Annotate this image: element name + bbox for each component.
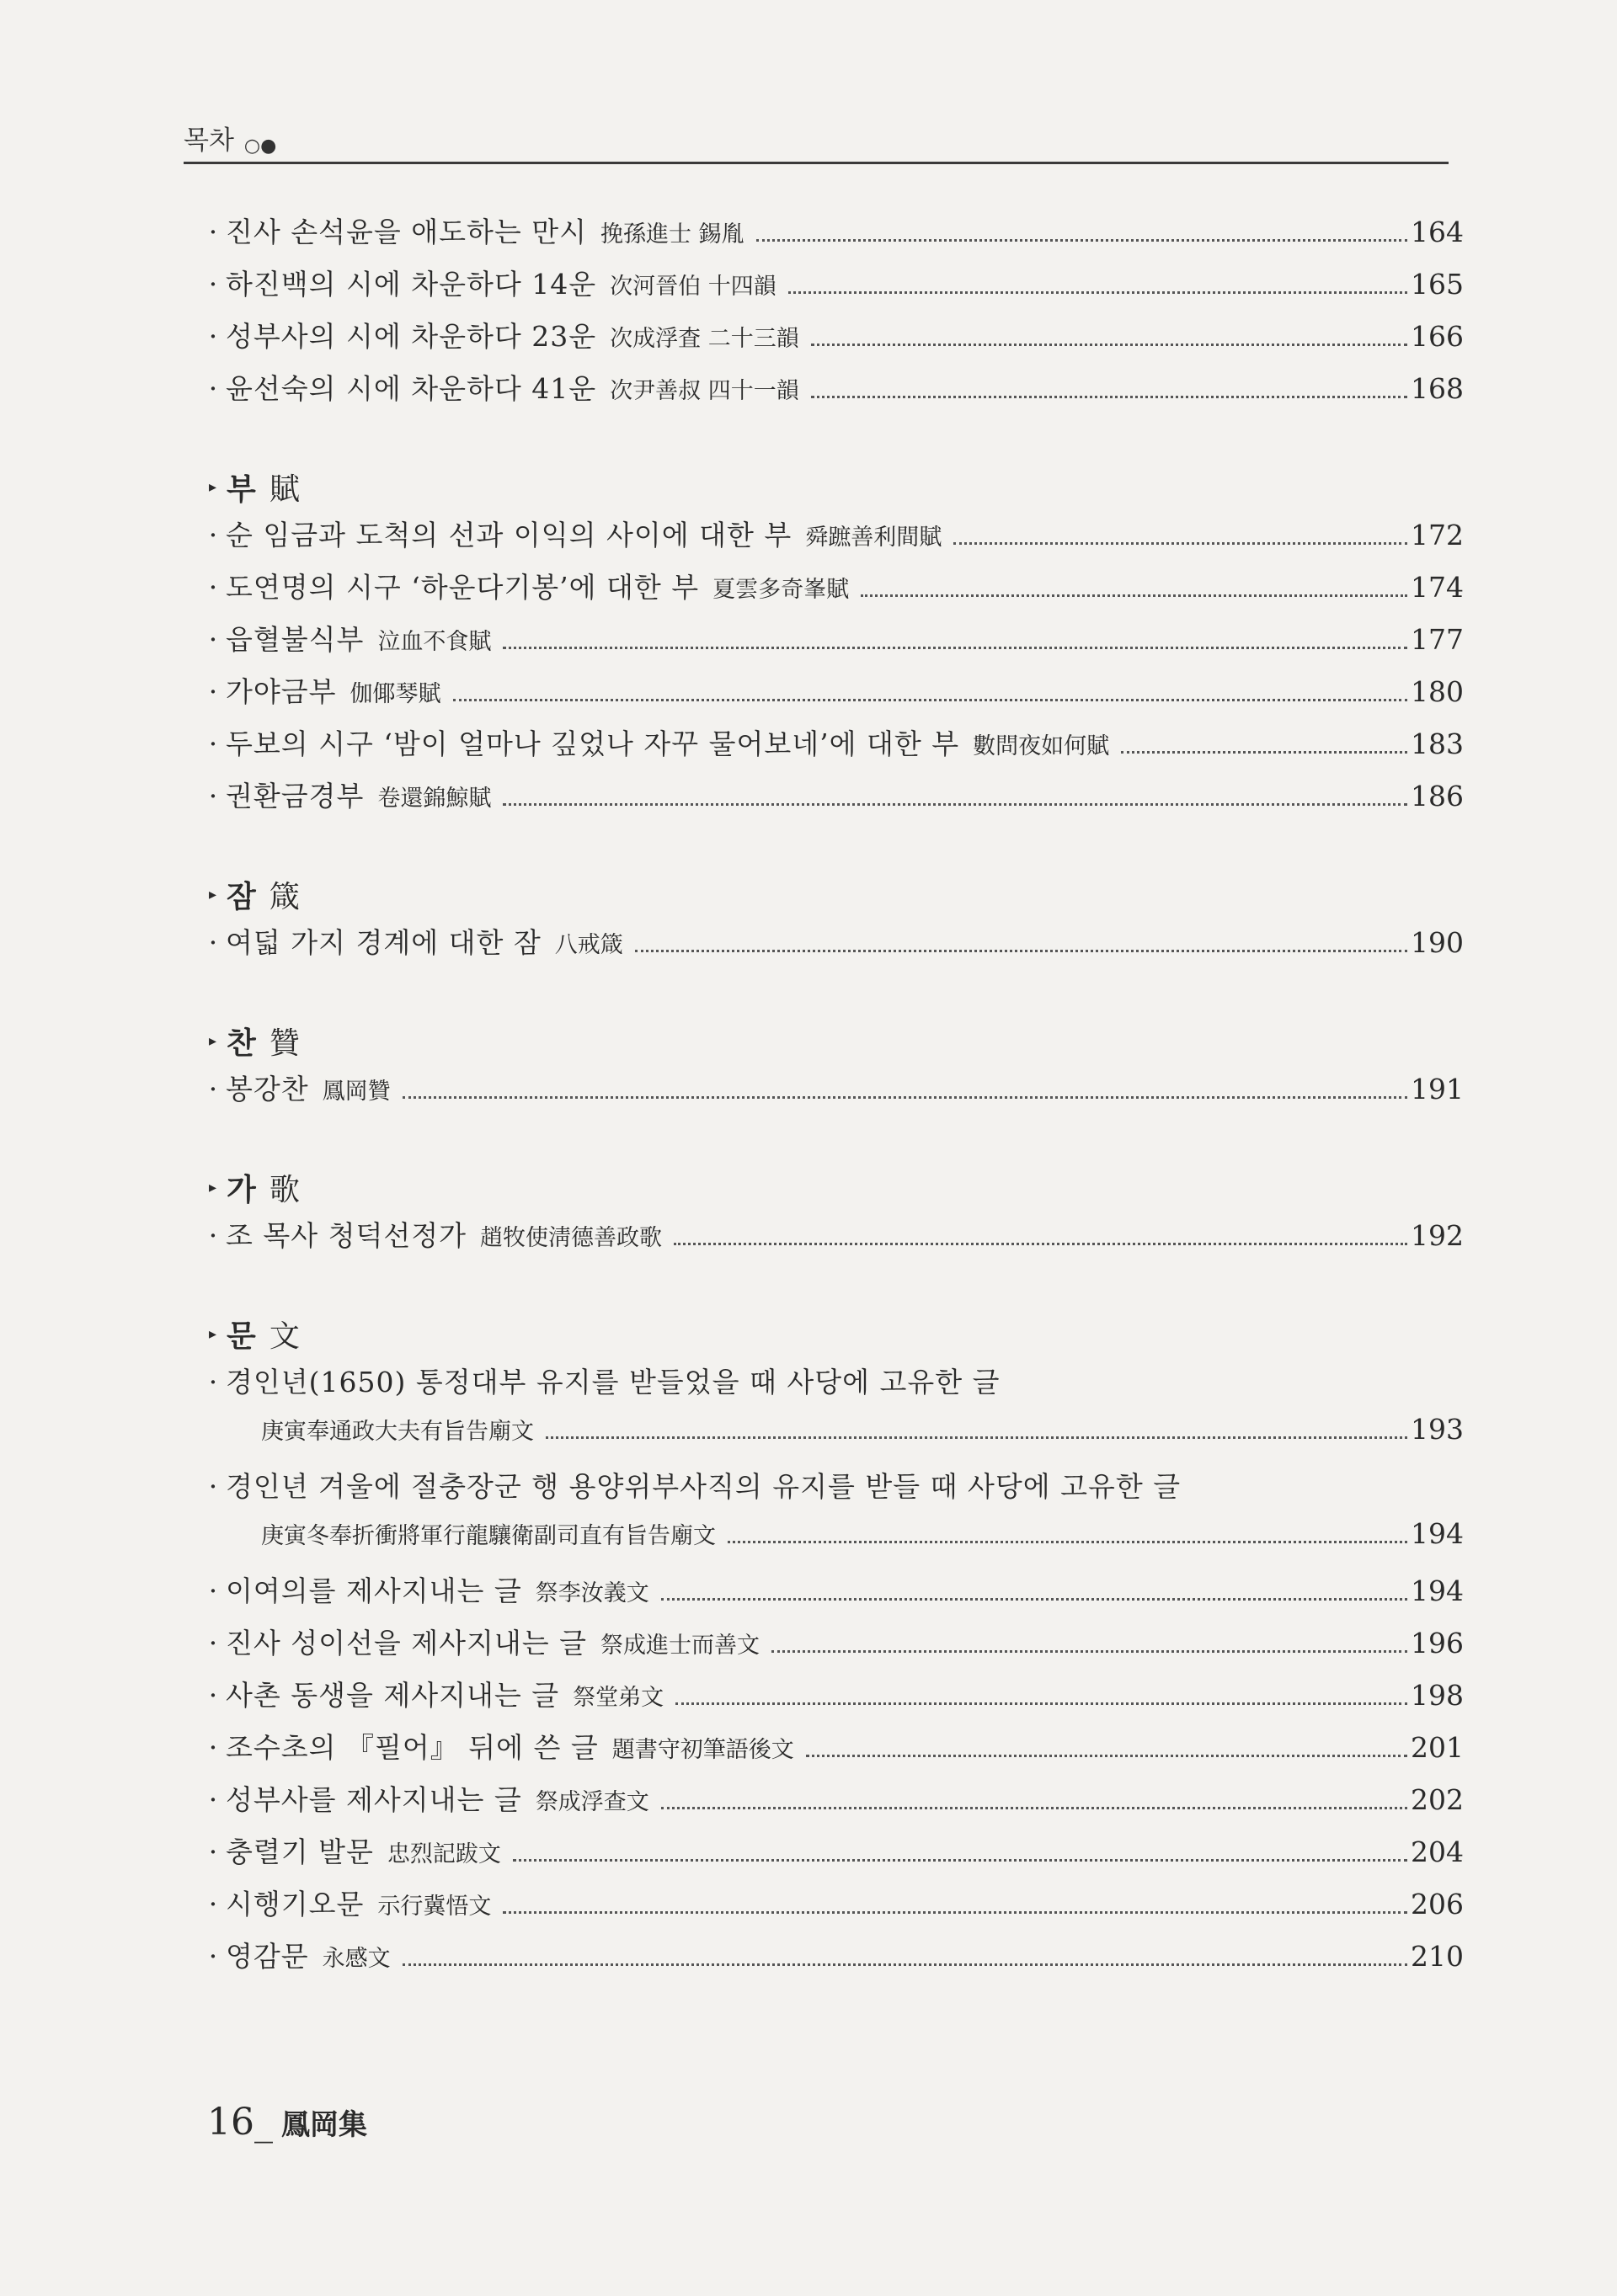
toc-entry[interactable] [200,1935,1464,1987]
entry-page: 165 [1411,268,1464,301]
toc-entry[interactable] [200,566,1464,618]
toc-entry[interactable] [200,367,1464,419]
page-number: 16_ [207,2101,273,2144]
entry-hanja: 忠烈記跋文 [387,1841,501,1867]
bullet-icon: · [208,320,218,353]
section-heading [200,1014,1464,1068]
dot-leader [403,1096,1407,1099]
entry-hanja: 鳳岡贊 [322,1079,391,1105]
entry-title: 권환금경부 [226,780,365,812]
toc-entry[interactable] [200,670,1464,722]
section-hanja: 賦 [269,471,300,507]
entry-page: 174 [1411,571,1464,604]
toc-entry[interactable] [200,722,1464,775]
entry-hanja: 次尹善叔 四十一韻 [610,378,799,404]
entry-hanja: 題書守初筆語後文 [611,1737,794,1763]
toc-entry[interactable] [200,1214,1464,1266]
toc-entry[interactable] [200,315,1464,367]
entry-title: 경인년 겨울에 절충장군 행 용양위부사직의 유지를 받들 때 사당에 고유한 글 [226,1470,1182,1503]
section-heading [200,460,1464,514]
dot-leader [403,1963,1407,1966]
entry-hanja: 夏雲多奇峯賦 [712,577,850,603]
entry-title: 진사 성이선을 제사지내는 글 [226,1627,588,1659]
entry-hanja: 卷還錦鯨賦 [377,786,492,812]
arrow-icon: ▸ [209,1031,217,1050]
bullet-icon: · [208,519,218,551]
entry-hanja: 挽孫進士 錫胤 [600,221,744,248]
bullet-icon: · [208,1219,218,1252]
bullet-icon: · [208,1679,218,1712]
entry-title: 경인년(1650) 통정대부 유지를 받들었을 때 사당에 고유한 글 [226,1366,1001,1398]
section-hanja: 贊 [269,1025,300,1061]
entry-page: 177 [1411,623,1464,656]
dot-leader [503,803,1407,806]
toc-entry[interactable] [200,1465,1464,1517]
page-header [184,125,1449,164]
entry-page: 201 [1411,1731,1464,1764]
section-title: 부 [227,471,256,507]
entry-hanja: 庚寅冬奉折衝將軍行龍驤衛副司直有旨告廟文 [261,1523,716,1549]
bullet-icon: · [208,1627,218,1659]
entry-page: 191 [1411,1073,1464,1105]
arrow-icon: ▸ [209,477,217,496]
bullet-icon: · [208,1835,218,1868]
entry-title: 성부사의 시에 차운하다 23운 [226,320,597,353]
toc-entry[interactable] [200,210,1464,263]
section-heading [200,867,1464,921]
header-marks: ○● [243,136,277,157]
toc-entry[interactable] [200,514,1464,566]
dot-leader [806,1755,1407,1757]
bullet-icon: · [208,623,218,656]
entry-page: 194 [1411,1574,1464,1607]
dot-leader [675,1702,1407,1705]
dot-leader [756,239,1407,242]
entry-page: 202 [1411,1783,1464,1816]
toc-entry[interactable] [200,1883,1464,1935]
toc-entry[interactable] [200,1778,1464,1830]
entry-page: 172 [1411,519,1464,551]
entry-page: 192 [1411,1219,1464,1252]
entry-hanja: 趙牧使淸德善政歌 [480,1225,663,1251]
dot-leader [788,291,1407,294]
entry-hanja: 舜蹠善利間賦 [805,525,942,551]
entry-title: 진사 손석윤을 애도하는 만시 [226,216,588,248]
section-heading [200,1307,1464,1361]
section-title: 가 [227,1172,256,1207]
bullet-icon: · [208,1940,218,1973]
table-of-contents [200,210,1464,1987]
arrow-icon: ▸ [209,1178,217,1196]
dot-leader [503,1911,1407,1914]
section-title: 잠 [227,879,256,914]
dot-leader [503,647,1407,649]
entry-hanja: 庚寅奉通政大夫有旨告廟文 [261,1419,534,1445]
entry-page: 193 [1411,1413,1464,1446]
section-hanja: 箴 [269,879,300,914]
entry-page: 168 [1411,372,1464,405]
entry-hanja: 示行冀悟文 [377,1894,492,1920]
entry-page: 198 [1411,1679,1464,1712]
bullet-icon: · [208,571,218,604]
dot-leader [811,396,1407,398]
entry-page: 166 [1411,320,1464,353]
entry-page: 180 [1411,675,1464,708]
dot-leader [546,1436,1407,1439]
entry-title: 충렬기 발문 [226,1835,374,1868]
entry-title: 이여의를 제사지내는 글 [226,1574,522,1607]
entry-page: 194 [1411,1517,1464,1550]
toc-entry[interactable] [200,1068,1464,1120]
entry-page: 186 [1411,780,1464,812]
bullet-icon: · [208,372,218,405]
dot-leader [635,950,1407,952]
section-title: 찬 [227,1025,256,1061]
bullet-icon: · [208,268,218,301]
dot-leader [661,1807,1407,1809]
section-hanja: 文 [269,1318,300,1354]
dot-leader [771,1650,1407,1653]
bullet-icon: · [208,1470,218,1503]
entry-title: 가야금부 [226,675,337,708]
entry-page: 196 [1411,1627,1464,1659]
entry-page: 204 [1411,1835,1464,1868]
entry-title: 윤선숙의 시에 차운하다 41운 [226,372,597,405]
toc-entry[interactable] [200,618,1464,670]
page-footer [207,2101,367,2144]
dot-leader [953,542,1407,545]
entry-title: 조 목사 청덕선정가 [226,1219,467,1252]
entry-page: 183 [1411,727,1464,760]
bullet-icon: · [208,1366,218,1398]
toc-entry[interactable] [200,1726,1464,1778]
section-heading [200,1160,1464,1214]
entry-title: 두보의 시구 ‘밤이 얼마나 깊었나 자꾸 물어보네’에 대한 부 [226,727,960,760]
book-title: 鳳岡集 [281,2108,367,2142]
entry-title: 도연명의 시구 ‘하운다기봉’에 대한 부 [226,571,700,604]
toc-entry[interactable] [200,263,1464,315]
entry-hanja: 祭李汝義文 [535,1580,649,1606]
toc-entry[interactable] [200,921,1464,973]
entry-title: 봉강찬 [226,1073,309,1105]
bullet-icon: · [208,1888,218,1920]
bullet-icon: · [208,1731,218,1764]
bullet-icon: · [208,1783,218,1816]
dot-leader [661,1598,1407,1601]
entry-page: 210 [1411,1940,1464,1973]
bullet-icon: · [208,675,218,708]
entry-page: 206 [1411,1888,1464,1920]
entry-title: 순 임금과 도척의 선과 이익의 사이에 대한 부 [226,519,792,551]
dot-leader [513,1859,1407,1862]
toc-entry[interactable] [200,1361,1464,1413]
header-title: 목차 [184,125,234,156]
entry-hanja: 次成浮査 二十三韻 [610,326,799,352]
dot-leader [728,1541,1407,1543]
arrow-icon: ▸ [209,885,217,903]
toc-entry[interactable] [200,1569,1464,1622]
entry-hanja: 伽倻琴賦 [350,681,441,707]
entry-hanja: 祭成浮查文 [535,1789,649,1815]
entry-title: 성부사를 제사지내는 글 [226,1783,522,1816]
toc-entry[interactable] [200,1622,1464,1674]
entry-title: 여덟 가지 경계에 대한 잠 [226,926,542,959]
toc-entry[interactable] [200,1830,1464,1883]
entry-hanja: 永感文 [322,1946,391,1972]
bullet-icon: · [208,1574,218,1607]
entry-hanja: 數問夜如何賦 [973,733,1110,759]
entry-hanja: 泣血不食賦 [377,629,492,655]
arrow-icon: ▸ [209,1324,217,1343]
entry-title: 읍혈불식부 [226,623,365,656]
bullet-icon: · [208,926,218,959]
toc-entry-continuation[interactable] [200,1413,1464,1465]
entry-hanja: 祭堂弟文 [573,1685,664,1711]
entry-title: 사촌 동생을 제사지내는 글 [226,1679,560,1712]
dot-leader [861,594,1407,597]
dot-leader [674,1243,1407,1245]
section-title: 문 [227,1318,256,1354]
entry-page: 164 [1411,216,1464,248]
section-hanja: 歌 [269,1172,300,1207]
dot-leader [811,344,1407,346]
entry-title: 하진백의 시에 차운하다 14운 [226,268,597,301]
entry-title: 영감문 [226,1940,309,1973]
entry-title: 시행기오문 [226,1888,365,1920]
entry-page: 190 [1411,926,1464,959]
bullet-icon: · [208,727,218,760]
entry-hanja: 次河晉伯 十四韻 [610,274,776,300]
bullet-icon: · [208,780,218,812]
entry-title: 조수초의 『필어』 뒤에 쓴 글 [226,1731,599,1764]
entry-hanja: 祭成進士而善文 [600,1633,760,1659]
toc-entry[interactable] [200,775,1464,827]
bullet-icon: · [208,216,218,248]
toc-entry-continuation[interactable] [200,1517,1464,1569]
entry-hanja: 八戒箴 [554,932,623,958]
dot-leader [1121,751,1407,754]
bullet-icon: · [208,1073,218,1105]
dot-leader [453,699,1407,701]
toc-entry[interactable] [200,1674,1464,1726]
